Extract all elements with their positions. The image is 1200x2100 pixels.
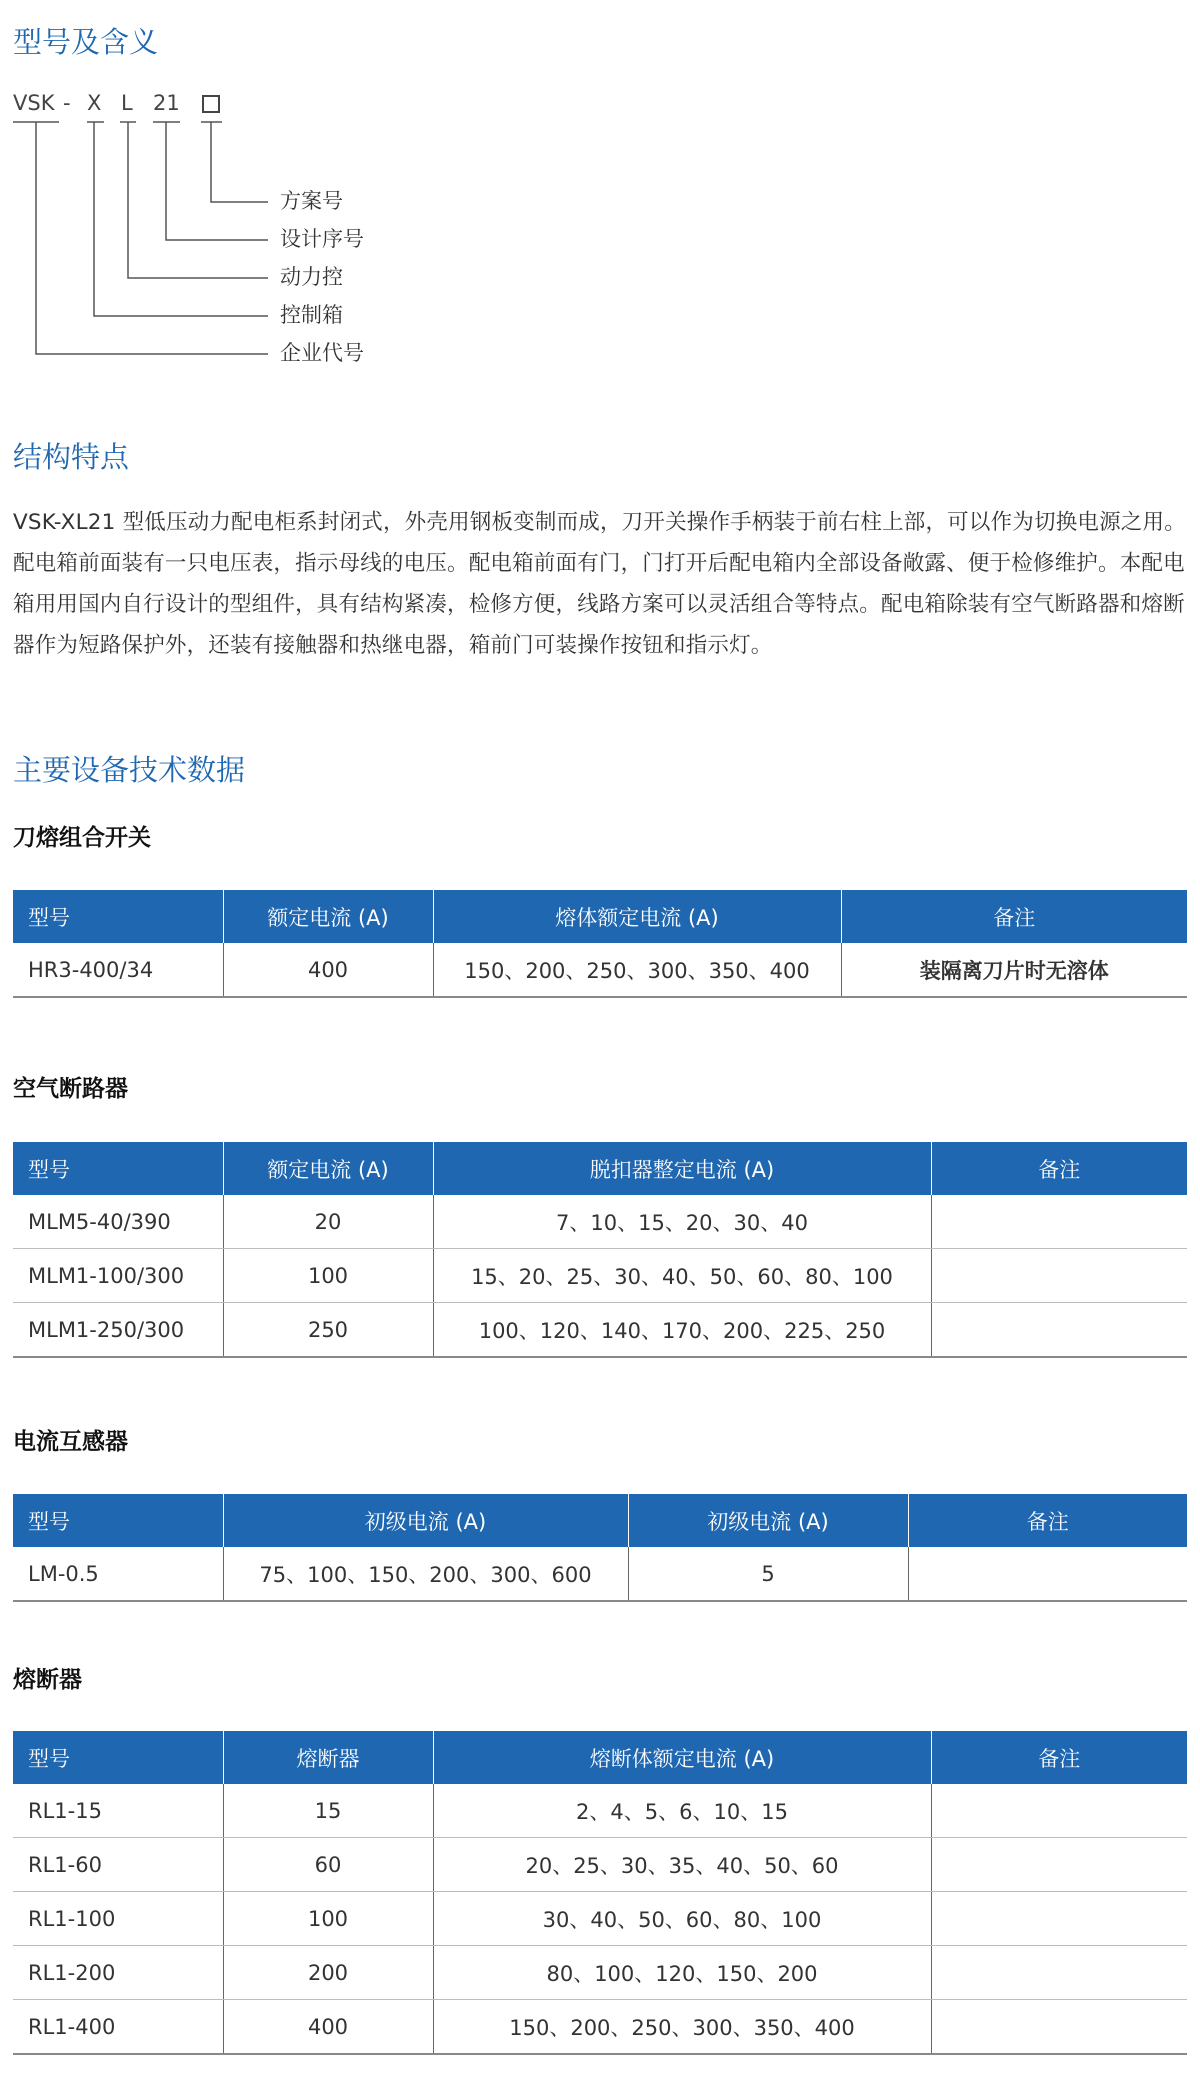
- cell-model: MLM5-40/390: [13, 1195, 223, 1249]
- cell-trip-current: 7、10、15、20、30、40: [433, 1195, 931, 1249]
- cell-remark: [931, 1249, 1187, 1303]
- cell-remark: [908, 1547, 1187, 1601]
- table-header: 额定电流 (A): [223, 1142, 433, 1195]
- table-current-transformer: [13, 1494, 1187, 1602]
- table-knife-fuse-switch: [13, 890, 1187, 998]
- code-l: L: [121, 91, 133, 115]
- table-row: [13, 1547, 1187, 1601]
- meaning-control-box: 控制箱: [280, 303, 343, 327]
- cell-model: MLM1-100/300: [13, 1249, 223, 1303]
- cell-remark: [931, 1838, 1187, 1892]
- table-fuse: [13, 1731, 1187, 2055]
- cell-model: MLM1-250/300: [13, 1303, 223, 1358]
- table-header: 型号: [13, 1494, 223, 1547]
- cell-rated-current: 100: [223, 1249, 433, 1303]
- cell-remark: [931, 1303, 1187, 1358]
- table-header: 熔体额定电流 (A): [433, 890, 841, 943]
- cell-trip-current: 15、20、25、30、40、50、60、80、100: [433, 1249, 931, 1303]
- cell-fuse-link-current: 150、200、250、300、350、400: [433, 2000, 931, 2055]
- cell-fuse: 15: [223, 1784, 433, 1838]
- table-header: 熔断体额定电流 (A): [433, 1731, 931, 1784]
- cell-model: RL1-60: [13, 1838, 223, 1892]
- table-header: 额定电流 (A): [223, 890, 433, 943]
- cell-model: RL1-100: [13, 1892, 223, 1946]
- table-row: [13, 1838, 1187, 1892]
- table-row: [13, 1303, 1187, 1358]
- cell-fuse-link-current: 20、25、30、35、40、50、60: [433, 1838, 931, 1892]
- meaning-company-code: 企业代号: [280, 341, 364, 365]
- cell-model: RL1-200: [13, 1946, 223, 2000]
- cell-fuse-current: 150、200、250、300、350、400: [433, 943, 841, 997]
- table-row: [13, 2000, 1187, 2055]
- table-row: [13, 1946, 1187, 2000]
- code-21: 21: [153, 91, 180, 115]
- cell-primary-current-2: 5: [628, 1547, 908, 1601]
- table-row: [13, 1195, 1187, 1249]
- section-title-structure: 结构特点: [13, 440, 130, 474]
- table-title-current-transformer: 电流互感器: [13, 1429, 128, 1455]
- cell-fuse: 400: [223, 2000, 433, 2055]
- cell-remark: 装隔离刀片时无溶体: [841, 943, 1187, 997]
- table-header: 备注: [931, 1731, 1187, 1784]
- section-title-model: 型号及含义: [13, 25, 159, 59]
- table-row: [13, 1892, 1187, 1946]
- table-header: 备注: [931, 1142, 1187, 1195]
- model-code-diagram: [0, 88, 420, 378]
- table-title-air-circuit-breaker: 空气断路器: [13, 1076, 128, 1102]
- table-header: 初级电流 (A): [223, 1494, 628, 1547]
- meaning-power-control: 动力控: [280, 265, 343, 289]
- meaning-design-serial: 设计序号: [280, 227, 364, 251]
- table-header: 备注: [908, 1494, 1187, 1547]
- code-x: X: [87, 91, 102, 115]
- cell-primary-current: 75、100、150、200、300、600: [223, 1547, 628, 1601]
- table-header: 型号: [13, 1731, 223, 1784]
- cell-trip-current: 100、120、140、170、200、225、250: [433, 1303, 931, 1358]
- code-vsk: VSK: [13, 91, 55, 115]
- cell-fuse: 100: [223, 1892, 433, 1946]
- meaning-scheme-no: 方案号: [280, 189, 343, 213]
- table-title-knife-fuse-switch: 刀熔组合开关: [13, 825, 151, 851]
- table-header: 型号: [13, 1142, 223, 1195]
- cell-remark: [931, 1784, 1187, 1838]
- cell-remark: [931, 2000, 1187, 2055]
- structure-description: VSK-XL21 型低压动力配电柜系封闭式，外壳用钢板变制而成，刀开关操作手柄装于前右柱上部，可以作为切换电源之用。配电箱前面装有一只电压表，指示母线的电压。配电箱前面有门，门打开后配电箱内全部设备敞露、便于检修维护。本配电箱用用国内自行设计的型组件，具有结构紧凑，检修方便，线路方案可以灵活组合等特点。配电箱除装有空气断路器和熔断器作为短路保护外，还装有接触器和热继电器，箱前门可装操作按钮和指示灯。: [13, 510, 1186, 658]
- cell-fuse-link-current: 30、40、50、60、80、100: [433, 1892, 931, 1946]
- cell-fuse-link-current: 80、100、120、150、200: [433, 1946, 931, 2000]
- cell-model: RL1-15: [13, 1784, 223, 1838]
- table-air-circuit-breaker: [13, 1142, 1187, 1358]
- table-header: 初级电流 (A): [628, 1494, 908, 1547]
- cell-rated-current: 250: [223, 1303, 433, 1358]
- table-row: [13, 943, 1187, 997]
- table-header: 型号: [13, 890, 223, 943]
- table-row: [13, 1784, 1187, 1838]
- table-header: 备注: [841, 890, 1187, 943]
- code-dash: -: [63, 91, 71, 115]
- cell-fuse-link-current: 2、4、5、6、10、15: [433, 1784, 931, 1838]
- cell-model: RL1-400: [13, 2000, 223, 2055]
- cell-fuse: 200: [223, 1946, 433, 2000]
- cell-remark: [931, 1892, 1187, 1946]
- code-placeholder-box: [202, 95, 220, 113]
- table-header: 熔断器: [223, 1731, 433, 1784]
- table-title-fuse: 熔断器: [13, 1667, 82, 1693]
- cell-model: HR3-400/34: [13, 943, 223, 997]
- table-header: 脱扣器整定电流 (A): [433, 1142, 931, 1195]
- cell-rated-current: 20: [223, 1195, 433, 1249]
- cell-remark: [931, 1946, 1187, 2000]
- section-title-tech-data: 主要设备技术数据: [13, 753, 246, 787]
- cell-model: LM-0.5: [13, 1547, 223, 1601]
- cell-rated-current: 400: [223, 943, 433, 997]
- cell-remark: [931, 1195, 1187, 1249]
- cell-fuse: 60: [223, 1838, 433, 1892]
- table-row: [13, 1249, 1187, 1303]
